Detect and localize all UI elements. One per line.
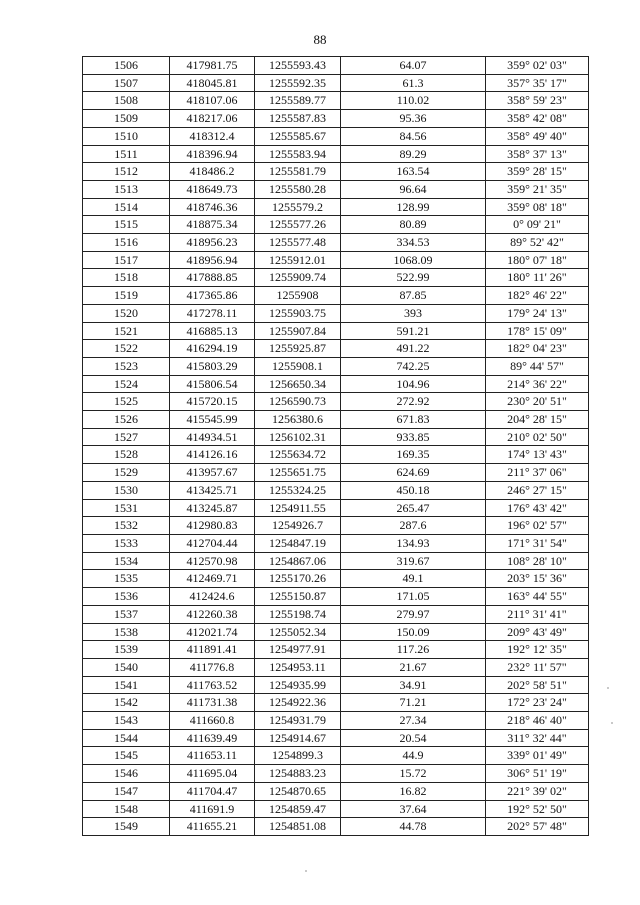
y-coordinate-cell: 1254851.08 xyxy=(255,818,341,836)
x-coordinate-cell: 415720.15 xyxy=(170,393,255,411)
table-row xyxy=(83,110,589,128)
table-row xyxy=(83,304,589,322)
table-row xyxy=(83,747,589,765)
length-cell: 37.64 xyxy=(341,800,486,818)
table-row xyxy=(83,570,589,588)
length-cell: 591.21 xyxy=(341,322,486,340)
bearing-cell: 358° 49' 40" xyxy=(486,127,589,145)
point-number-cell: 1526 xyxy=(83,411,170,429)
x-coordinate-cell: 418312.4 xyxy=(170,127,255,145)
x-coordinate-cell: 411704.47 xyxy=(170,782,255,800)
table-row xyxy=(83,605,589,623)
length-cell: 393 xyxy=(341,304,486,322)
x-coordinate-cell: 412704.44 xyxy=(170,534,255,552)
length-cell: 272.92 xyxy=(341,393,486,411)
x-coordinate-cell: 416885.13 xyxy=(170,322,255,340)
point-number-cell: 1506 xyxy=(83,57,170,75)
table-row xyxy=(83,357,589,375)
table-row xyxy=(83,340,589,358)
bearing-cell: 359° 08' 18" xyxy=(486,198,589,216)
y-coordinate-cell: 1254926.7 xyxy=(255,517,341,535)
x-coordinate-cell: 417365.86 xyxy=(170,287,255,305)
length-cell: 624.69 xyxy=(341,464,486,482)
coordinates-table-body xyxy=(83,57,589,836)
y-coordinate-cell: 1254870.65 xyxy=(255,782,341,800)
x-coordinate-cell: 418956.94 xyxy=(170,251,255,269)
bearing-cell: 180° 11' 26" xyxy=(486,269,589,287)
y-coordinate-cell: 1254899.3 xyxy=(255,747,341,765)
x-coordinate-cell: 412021.74 xyxy=(170,623,255,641)
point-number-cell: 1530 xyxy=(83,481,170,499)
table-row xyxy=(83,534,589,552)
table-row xyxy=(83,180,589,198)
y-coordinate-cell: 1255577.48 xyxy=(255,234,341,252)
point-number-cell: 1541 xyxy=(83,676,170,694)
table-row xyxy=(83,552,589,570)
table-row xyxy=(83,145,589,163)
bearing-cell: 203° 15' 36" xyxy=(486,570,589,588)
table-row xyxy=(83,729,589,747)
y-coordinate-cell: 1254859.47 xyxy=(255,800,341,818)
table-row xyxy=(83,269,589,287)
point-number-cell: 1507 xyxy=(83,74,170,92)
point-number-cell: 1514 xyxy=(83,198,170,216)
scan-speck xyxy=(305,870,307,872)
bearing-cell: 246° 27' 15" xyxy=(486,481,589,499)
table-row xyxy=(83,641,589,659)
point-number-cell: 1520 xyxy=(83,304,170,322)
y-coordinate-cell: 1255583.94 xyxy=(255,145,341,163)
length-cell: 117.26 xyxy=(341,641,486,659)
bearing-cell: 358° 59' 23" xyxy=(486,92,589,110)
y-coordinate-cell: 1255580.28 xyxy=(255,180,341,198)
y-coordinate-cell: 1254883.23 xyxy=(255,765,341,783)
length-cell: 61.3 xyxy=(341,74,486,92)
y-coordinate-cell: 1255909.74 xyxy=(255,269,341,287)
x-coordinate-cell: 418217.06 xyxy=(170,110,255,128)
point-number-cell: 1542 xyxy=(83,694,170,712)
point-number-cell: 1511 xyxy=(83,145,170,163)
bearing-cell: 358° 37' 13" xyxy=(486,145,589,163)
x-coordinate-cell: 411691.9 xyxy=(170,800,255,818)
bearing-cell: 211° 31' 41" xyxy=(486,605,589,623)
point-number-cell: 1508 xyxy=(83,92,170,110)
point-number-cell: 1536 xyxy=(83,588,170,606)
x-coordinate-cell: 418107.06 xyxy=(170,92,255,110)
bearing-cell: 210° 02' 50" xyxy=(486,428,589,446)
length-cell: 96.64 xyxy=(341,180,486,198)
point-number-cell: 1524 xyxy=(83,375,170,393)
length-cell: 44.9 xyxy=(341,747,486,765)
point-number-cell: 1534 xyxy=(83,552,170,570)
page-number: 88 xyxy=(313,32,327,47)
table-row xyxy=(83,287,589,305)
x-coordinate-cell: 411731.38 xyxy=(170,694,255,712)
y-coordinate-cell: 1254931.79 xyxy=(255,712,341,730)
y-coordinate-cell: 1254953.11 xyxy=(255,658,341,676)
y-coordinate-cell: 1255587.83 xyxy=(255,110,341,128)
point-number-cell: 1516 xyxy=(83,234,170,252)
x-coordinate-cell: 415806.54 xyxy=(170,375,255,393)
point-number-cell: 1527 xyxy=(83,428,170,446)
y-coordinate-cell: 1255585.67 xyxy=(255,127,341,145)
y-coordinate-cell: 1255912.01 xyxy=(255,251,341,269)
x-coordinate-cell: 418045.81 xyxy=(170,74,255,92)
length-cell: 104.96 xyxy=(341,375,486,393)
y-coordinate-cell: 1256650.34 xyxy=(255,375,341,393)
x-coordinate-cell: 414126.16 xyxy=(170,446,255,464)
length-cell: 89.29 xyxy=(341,145,486,163)
length-cell: 84.56 xyxy=(341,127,486,145)
length-cell: 110.02 xyxy=(341,92,486,110)
scan-speck xyxy=(611,722,613,724)
table-row xyxy=(83,694,589,712)
table-row xyxy=(83,251,589,269)
y-coordinate-cell: 1256590.73 xyxy=(255,393,341,411)
point-number-cell: 1528 xyxy=(83,446,170,464)
length-cell: 287.6 xyxy=(341,517,486,535)
point-number-cell: 1532 xyxy=(83,517,170,535)
length-cell: 933.85 xyxy=(341,428,486,446)
x-coordinate-cell: 413957.67 xyxy=(170,464,255,482)
x-coordinate-cell: 412469.71 xyxy=(170,570,255,588)
x-coordinate-cell: 411695.04 xyxy=(170,765,255,783)
length-cell: 20.54 xyxy=(341,729,486,747)
point-number-cell: 1533 xyxy=(83,534,170,552)
point-number-cell: 1537 xyxy=(83,605,170,623)
point-number-cell: 1512 xyxy=(83,163,170,181)
table-row xyxy=(83,800,589,818)
y-coordinate-cell: 1255589.77 xyxy=(255,92,341,110)
y-coordinate-cell: 1255324.25 xyxy=(255,481,341,499)
bearing-cell: 180° 07' 18" xyxy=(486,251,589,269)
length-cell: 15.72 xyxy=(341,765,486,783)
y-coordinate-cell: 1254911.55 xyxy=(255,499,341,517)
table-row xyxy=(83,446,589,464)
length-cell: 134.93 xyxy=(341,534,486,552)
bearing-cell: 359° 28' 15" xyxy=(486,163,589,181)
length-cell: 27.34 xyxy=(341,712,486,730)
y-coordinate-cell: 1255581.79 xyxy=(255,163,341,181)
length-cell: 64.07 xyxy=(341,57,486,75)
point-number-cell: 1547 xyxy=(83,782,170,800)
x-coordinate-cell: 411653.11 xyxy=(170,747,255,765)
bearing-cell: 0° 09' 21" xyxy=(486,216,589,234)
table-row xyxy=(83,375,589,393)
bearing-cell: 214° 36' 22" xyxy=(486,375,589,393)
point-number-cell: 1539 xyxy=(83,641,170,659)
table-row xyxy=(83,517,589,535)
x-coordinate-cell: 418875.34 xyxy=(170,216,255,234)
y-coordinate-cell: 1255925.87 xyxy=(255,340,341,358)
x-coordinate-cell: 411660.8 xyxy=(170,712,255,730)
table-row xyxy=(83,623,589,641)
y-coordinate-cell: 1255592.35 xyxy=(255,74,341,92)
point-number-cell: 1531 xyxy=(83,499,170,517)
x-coordinate-cell: 412260.38 xyxy=(170,605,255,623)
length-cell: 265.47 xyxy=(341,499,486,517)
length-cell: 450.18 xyxy=(341,481,486,499)
point-number-cell: 1515 xyxy=(83,216,170,234)
point-number-cell: 1525 xyxy=(83,393,170,411)
length-cell: 522.99 xyxy=(341,269,486,287)
x-coordinate-cell: 415803.29 xyxy=(170,357,255,375)
y-coordinate-cell: 1255579.2 xyxy=(255,198,341,216)
table-row xyxy=(83,163,589,181)
bearing-cell: 202° 57' 48" xyxy=(486,818,589,836)
bearing-cell: 218° 46' 40" xyxy=(486,712,589,730)
y-coordinate-cell: 1255651.75 xyxy=(255,464,341,482)
point-number-cell: 1523 xyxy=(83,357,170,375)
table-row xyxy=(83,782,589,800)
bearing-cell: 89° 52' 42" xyxy=(486,234,589,252)
bearing-cell: 311° 32' 44" xyxy=(486,729,589,747)
y-coordinate-cell: 1254867.06 xyxy=(255,552,341,570)
x-coordinate-cell: 413425.71 xyxy=(170,481,255,499)
bearing-cell: 182° 46' 22" xyxy=(486,287,589,305)
point-number-cell: 1517 xyxy=(83,251,170,269)
point-number-cell: 1521 xyxy=(83,322,170,340)
x-coordinate-cell: 411776.8 xyxy=(170,658,255,676)
point-number-cell: 1529 xyxy=(83,464,170,482)
y-coordinate-cell: 1255908.1 xyxy=(255,357,341,375)
length-cell: 128.99 xyxy=(341,198,486,216)
y-coordinate-cell: 1255634.72 xyxy=(255,446,341,464)
y-coordinate-cell: 1255170.26 xyxy=(255,570,341,588)
x-coordinate-cell: 411891.41 xyxy=(170,641,255,659)
bearing-cell: 176° 43' 42" xyxy=(486,499,589,517)
table-row xyxy=(83,393,589,411)
point-number-cell: 1540 xyxy=(83,658,170,676)
length-cell: 80.89 xyxy=(341,216,486,234)
bearing-cell: 211° 37' 06" xyxy=(486,464,589,482)
length-cell: 671.83 xyxy=(341,411,486,429)
bearing-cell: 359° 02' 03" xyxy=(486,57,589,75)
point-number-cell: 1535 xyxy=(83,570,170,588)
point-number-cell: 1544 xyxy=(83,729,170,747)
table-row xyxy=(83,411,589,429)
x-coordinate-cell: 411763.52 xyxy=(170,676,255,694)
table-row xyxy=(83,464,589,482)
table-row xyxy=(83,74,589,92)
x-coordinate-cell: 417981.75 xyxy=(170,57,255,75)
x-coordinate-cell: 416294.19 xyxy=(170,340,255,358)
length-cell: 16.82 xyxy=(341,782,486,800)
y-coordinate-cell: 1256380.6 xyxy=(255,411,341,429)
length-cell: 334.53 xyxy=(341,234,486,252)
length-cell: 95.36 xyxy=(341,110,486,128)
bearing-cell: 182° 04' 23" xyxy=(486,340,589,358)
point-number-cell: 1548 xyxy=(83,800,170,818)
y-coordinate-cell: 1254914.67 xyxy=(255,729,341,747)
scan-speck xyxy=(607,687,609,689)
length-cell: 163.54 xyxy=(341,163,486,181)
table-row xyxy=(83,322,589,340)
point-number-cell: 1545 xyxy=(83,747,170,765)
length-cell: 1068.09 xyxy=(341,251,486,269)
length-cell: 87.85 xyxy=(341,287,486,305)
y-coordinate-cell: 1255150.87 xyxy=(255,588,341,606)
table-row xyxy=(83,481,589,499)
x-coordinate-cell: 418746.36 xyxy=(170,198,255,216)
y-coordinate-cell: 1256102.31 xyxy=(255,428,341,446)
point-number-cell: 1519 xyxy=(83,287,170,305)
table-row xyxy=(83,216,589,234)
x-coordinate-cell: 415545.99 xyxy=(170,411,255,429)
bearing-cell: 357° 35' 17" xyxy=(486,74,589,92)
bearing-cell: 221° 39' 02" xyxy=(486,782,589,800)
table-row xyxy=(83,92,589,110)
length-cell: 169.35 xyxy=(341,446,486,464)
y-coordinate-cell: 1255052.34 xyxy=(255,623,341,641)
length-cell: 319.67 xyxy=(341,552,486,570)
x-coordinate-cell: 412980.83 xyxy=(170,517,255,535)
x-coordinate-cell: 418649.73 xyxy=(170,180,255,198)
bearing-cell: 196° 02' 57" xyxy=(486,517,589,535)
bearing-cell: 339° 01' 49" xyxy=(486,747,589,765)
table-row xyxy=(83,499,589,517)
x-coordinate-cell: 417888.85 xyxy=(170,269,255,287)
y-coordinate-cell: 1254922.36 xyxy=(255,694,341,712)
bearing-cell: 358° 42' 08" xyxy=(486,110,589,128)
table-row xyxy=(83,198,589,216)
point-number-cell: 1518 xyxy=(83,269,170,287)
bearing-cell: 192° 52' 50" xyxy=(486,800,589,818)
y-coordinate-cell: 1255593.43 xyxy=(255,57,341,75)
bearing-cell: 230° 20' 51" xyxy=(486,393,589,411)
table-row xyxy=(83,127,589,145)
x-coordinate-cell: 418486.2 xyxy=(170,163,255,181)
table-row xyxy=(83,676,589,694)
point-number-cell: 1510 xyxy=(83,127,170,145)
length-cell: 71.21 xyxy=(341,694,486,712)
table-row xyxy=(83,658,589,676)
table-row xyxy=(83,57,589,75)
table-row xyxy=(83,765,589,783)
bearing-cell: 163° 44' 55" xyxy=(486,588,589,606)
length-cell: 44.78 xyxy=(341,818,486,836)
table-row xyxy=(83,712,589,730)
x-coordinate-cell: 418956.23 xyxy=(170,234,255,252)
length-cell: 21.67 xyxy=(341,658,486,676)
y-coordinate-cell: 1255577.26 xyxy=(255,216,341,234)
table-row xyxy=(83,234,589,252)
x-coordinate-cell: 414934.51 xyxy=(170,428,255,446)
bearing-cell: 209° 43' 49" xyxy=(486,623,589,641)
bearing-cell: 179° 24' 13" xyxy=(486,304,589,322)
y-coordinate-cell: 1255908 xyxy=(255,287,341,305)
bearing-cell: 306° 51' 19" xyxy=(486,765,589,783)
point-number-cell: 1538 xyxy=(83,623,170,641)
table-row xyxy=(83,818,589,836)
length-cell: 279.97 xyxy=(341,605,486,623)
y-coordinate-cell: 1255198.74 xyxy=(255,605,341,623)
point-number-cell: 1513 xyxy=(83,180,170,198)
length-cell: 171.05 xyxy=(341,588,486,606)
x-coordinate-cell: 418396.94 xyxy=(170,145,255,163)
y-coordinate-cell: 1255907.84 xyxy=(255,322,341,340)
point-number-cell: 1549 xyxy=(83,818,170,836)
x-coordinate-cell: 417278.11 xyxy=(170,304,255,322)
bearing-cell: 174° 13' 43" xyxy=(486,446,589,464)
bearing-cell: 232° 11' 57" xyxy=(486,658,589,676)
bearing-cell: 171° 31' 54" xyxy=(486,534,589,552)
bearing-cell: 108° 28' 10" xyxy=(486,552,589,570)
length-cell: 49.1 xyxy=(341,570,486,588)
bearing-cell: 202° 58' 51" xyxy=(486,676,589,694)
y-coordinate-cell: 1254935.99 xyxy=(255,676,341,694)
bearing-cell: 172° 23' 24" xyxy=(486,694,589,712)
x-coordinate-cell: 413245.87 xyxy=(170,499,255,517)
bearing-cell: 178° 15' 09" xyxy=(486,322,589,340)
bearing-cell: 204° 28' 15" xyxy=(486,411,589,429)
bearing-cell: 89° 44' 57" xyxy=(486,357,589,375)
point-number-cell: 1509 xyxy=(83,110,170,128)
x-coordinate-cell: 412570.98 xyxy=(170,552,255,570)
length-cell: 742.25 xyxy=(341,357,486,375)
y-coordinate-cell: 1255903.75 xyxy=(255,304,341,322)
x-coordinate-cell: 411639.49 xyxy=(170,729,255,747)
length-cell: 491.22 xyxy=(341,340,486,358)
length-cell: 150.09 xyxy=(341,623,486,641)
point-number-cell: 1522 xyxy=(83,340,170,358)
point-number-cell: 1546 xyxy=(83,765,170,783)
table-row xyxy=(83,428,589,446)
bearing-cell: 359° 21' 35" xyxy=(486,180,589,198)
length-cell: 34.91 xyxy=(341,676,486,694)
bearing-cell: 192° 12' 35" xyxy=(486,641,589,659)
table-row xyxy=(83,588,589,606)
y-coordinate-cell: 1254847.19 xyxy=(255,534,341,552)
x-coordinate-cell: 412424.6 xyxy=(170,588,255,606)
y-coordinate-cell: 1254977.91 xyxy=(255,641,341,659)
x-coordinate-cell: 411655.21 xyxy=(170,818,255,836)
coordinates-table xyxy=(82,56,589,836)
point-number-cell: 1543 xyxy=(83,712,170,730)
